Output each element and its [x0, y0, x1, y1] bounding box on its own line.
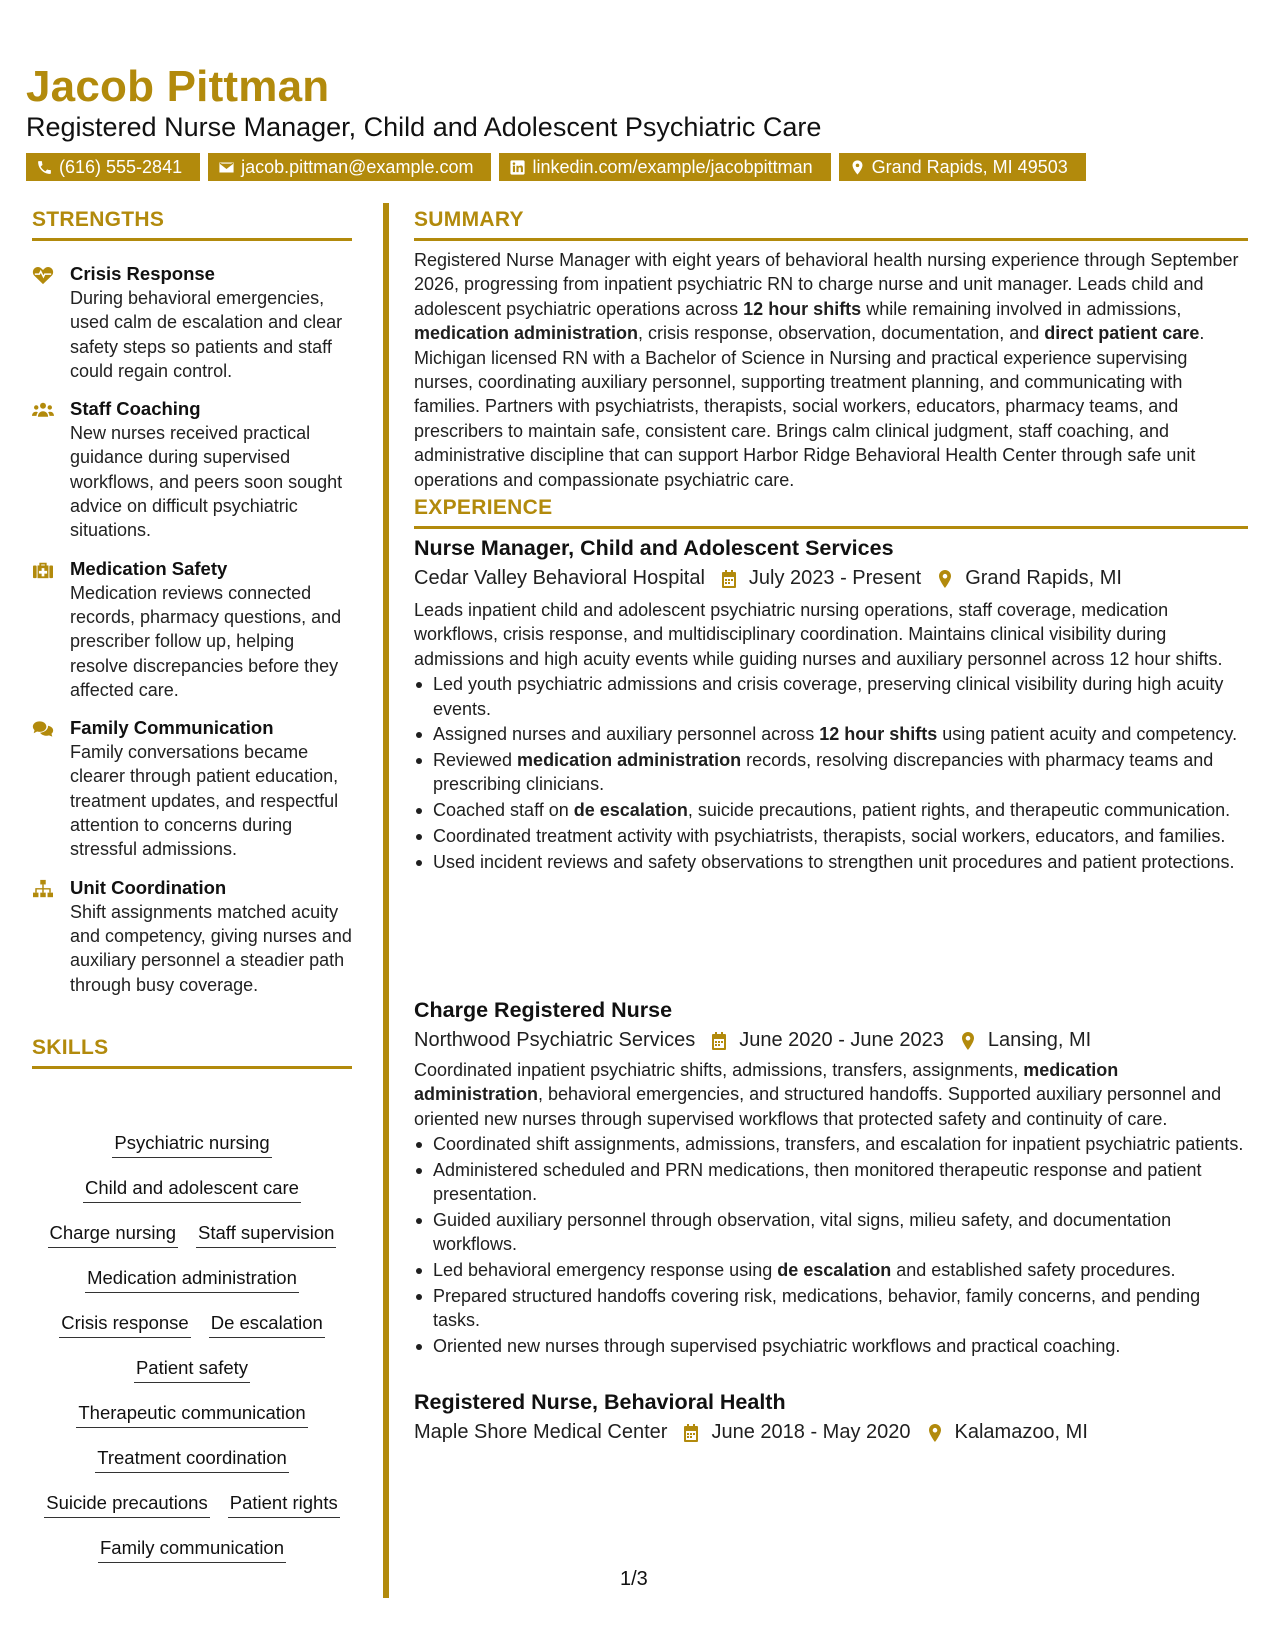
page-number: 1/3 [620, 1568, 648, 1590]
bullet-item: Coordinated treatment activity with psychiatrists, therapists, social workers, educators, and families. [414, 824, 1248, 848]
job-entry [414, 536, 1248, 876]
bullet-item: Used incident reviews and safety observations to strengthen unit procedures and patient protections. [414, 850, 1248, 874]
strength-title: Unit Coordination [70, 876, 227, 898]
experience-heading: EXPERIENCE [414, 496, 553, 519]
strength-item [32, 262, 352, 383]
job-summary: Leads inpatient child and adolescent psychiatric nursing operations, staff coverage, medication workflows, crisis response, and multidisciplinary coordination. Maintains clinical visibility during admissions and high acuity events while guiding nurses and auxiliary personnel across 12 hour shifts. [414, 600, 1223, 669]
strength-description: New nurses received practical guidance during supervised workflows, and peers soon sought advice on difficult psychiatric situations. [70, 423, 343, 541]
map-marker-icon [958, 1031, 978, 1051]
contact-phone[interactable] [26, 153, 200, 181]
strength-description: Shift assignments matched acuity and competency, giving nurses and auxiliary personnel a steadier path through busy coverage. [70, 901, 352, 995]
job-summary: Coordinated inpatient psychiatric shifts, admissions, transfers, assignments, medication administration, behavioral emergencies, and structured handoffs. Supported auxiliary personnel and oriented new nurses through supervised workflows that protected safety and continuity of care. [414, 1060, 1222, 1129]
contact-bar [26, 153, 1086, 181]
strengths-rule [32, 238, 352, 241]
job-meta [414, 1029, 1248, 1052]
job-location: Kalamazoo, MI [954, 1421, 1088, 1443]
job-company: Northwood Psychiatric Services [414, 1029, 696, 1051]
summary-rule [414, 238, 1248, 241]
job-entry [414, 998, 1248, 1360]
envelope-icon [218, 159, 235, 176]
skill-tag: Staff supervision [196, 1220, 336, 1248]
comments-icon [32, 719, 54, 739]
strength-description: During behavioral emergencies, used calm de escalation and clear safety steps so patients and staff could regain control. [70, 288, 343, 381]
bullet-item: Led behavioral emergency response using de escalation and established safety procedures. [414, 1258, 1248, 1282]
job-dates: June 2020 - June 2023 [739, 1029, 944, 1051]
skill-tag: Psychiatric nursing [112, 1130, 271, 1158]
job-company: Cedar Valley Behavioral Hospital [414, 567, 705, 589]
skill-tag: De escalation [209, 1310, 325, 1338]
bullet-item: Coached staff on de escalation, suicide precautions, patient rights, and therapeutic communication. [414, 798, 1248, 822]
job-company: Maple Shore Medical Center [414, 1421, 668, 1443]
experience-rule [414, 526, 1248, 529]
contact-email[interactable] [208, 153, 491, 181]
job-entry [414, 1390, 1248, 1444]
linkedin-icon [509, 159, 526, 176]
summary-heading: SUMMARY [414, 208, 524, 231]
summary-text: Registered Nurse Manager with eight years of behavioral health nursing experience through September 2026, progressing from inpatient psychiatric RN to charge nurse and unit manager. Leads child and adolescent psychiatric operations across 12 hour shifts while remaining involved in admissions, medication administration, crisis response, observation, documentation, and direct patient care. Michigan licensed RN with a Bachelor of Science in Nursing and practical experience supervising nurses, coordinating auxiliary personnel, supporting treatment planning, and communicating with families. Partners with psychiatrists, therapists, social workers, educators, pharmacy teams, and prescribers to maintain safe, consistent care. Brings calm clinical judgment, staff coaching, and administrative discipline that can support Harbor Ridge Behavioral Health Center through safe unit operations and compassionate psychiatric care. [414, 250, 1239, 490]
map-marker-icon [849, 159, 866, 176]
bullet-item: Administered scheduled and PRN medications, then monitored therapeutic response and patient presentation. [414, 1158, 1248, 1207]
bullet-item: Assigned nurses and auxiliary personnel across 12 hour shifts using patient acuity and competency. [414, 722, 1248, 746]
job-location: Grand Rapids, MI [965, 567, 1122, 589]
skills-heading: SKILLS [32, 1036, 109, 1059]
job-dates: June 2018 - May 2020 [711, 1421, 911, 1443]
bullet-item: Reviewed medication administration records, resolving discrepancies with pharmacy teams and prescribing clinicians. [414, 748, 1248, 797]
strength-description: Medication reviews connected records, pharmacy questions, and prescriber follow up, helping resolve discrepancies before they affected care. [70, 582, 342, 700]
sitemap-icon [32, 879, 54, 899]
map-marker-icon [925, 1423, 945, 1443]
contact-linkedin-text: linkedin.com/example/jacobpittman [532, 156, 813, 177]
strength-title: Staff Coaching [70, 398, 201, 420]
strength-item [32, 876, 352, 997]
job-dates: July 2023 - Present [748, 567, 922, 589]
contact-linkedin[interactable] [499, 153, 830, 181]
strength-title: Crisis Response [70, 263, 215, 284]
skill-tag: Patient rights [228, 1490, 340, 1518]
contact-phone-text: (616) 555-2841 [59, 156, 183, 177]
skill-tag: Suicide precautions [44, 1490, 209, 1518]
strength-item [32, 557, 352, 702]
job-bullets [414, 1132, 1248, 1358]
bullet-item: Prepared structured handoffs covering risk, medications, behavior, family concerns, and pending tasks. [414, 1284, 1248, 1333]
skill-tag: Patient safety [134, 1355, 250, 1383]
skill-tag: Crisis response [59, 1310, 191, 1338]
bullet-item: Oriented new nurses through supervised psychiatric workflows and practical coaching. [414, 1334, 1248, 1358]
strength-title: Medication Safety [70, 557, 228, 579]
skill-tag: Child and adolescent care [83, 1175, 301, 1203]
job-bullets [414, 672, 1248, 874]
phone-icon [36, 159, 53, 176]
skill-tag: Charge nursing [48, 1220, 179, 1248]
job-meta [414, 567, 1248, 590]
job-location: Lansing, MI [987, 1029, 1092, 1051]
strength-item [32, 397, 352, 542]
strength-title: Family Communication [70, 717, 274, 739]
calendar-icon [681, 1423, 701, 1443]
strengths-list [32, 262, 352, 1011]
candidate-name: Jacob Pittman [26, 62, 330, 111]
job-meta [414, 1421, 1248, 1444]
bullet-item: Led youth psychiatric admissions and crisis coverage, preserving clinical visibility during high acuity events. [414, 672, 1248, 721]
users-icon [32, 400, 54, 420]
bullet-item: Guided auxiliary personnel through observation, vital signs, milieu safety, and documentation workflows. [414, 1208, 1248, 1257]
job-title: Nurse Manager, Child and Adolescent Services [414, 536, 894, 560]
heartbeat-icon [32, 265, 54, 285]
job-headline: Registered Nurse Manager, Child and Adolescent Psychiatric Care [26, 112, 822, 142]
contact-email-text: jacob.pittman@example.com [241, 156, 474, 177]
calendar-icon [719, 569, 739, 589]
column-divider [383, 203, 389, 1598]
job-title: Charge Registered Nurse [414, 998, 673, 1022]
skill-tag: Treatment coordination [95, 1445, 289, 1473]
contact-location-text: Grand Rapids, MI 49503 [871, 156, 1068, 177]
skill-tag: Therapeutic communication [76, 1400, 307, 1428]
skills-list [32, 1130, 352, 1580]
skill-tag: Family communication [98, 1535, 286, 1563]
contact-location [839, 153, 1086, 181]
calendar-icon [709, 1031, 729, 1051]
bullet-item: Coordinated shift assignments, admissions, transfers, and escalation for inpatient psychiatric patients. [414, 1132, 1248, 1156]
map-marker-icon [935, 569, 955, 589]
strength-item [32, 716, 352, 861]
strengths-heading: STRENGTHS [32, 208, 165, 231]
strength-description: Family conversations became clearer through patient education, treatment updates, and respectful attention to concerns during stressful admissions. [70, 742, 339, 860]
skill-tag: Medication administration [85, 1265, 299, 1293]
job-title: Registered Nurse, Behavioral Health [414, 1390, 786, 1414]
medkit-icon [32, 560, 54, 580]
skills-rule [32, 1066, 352, 1069]
